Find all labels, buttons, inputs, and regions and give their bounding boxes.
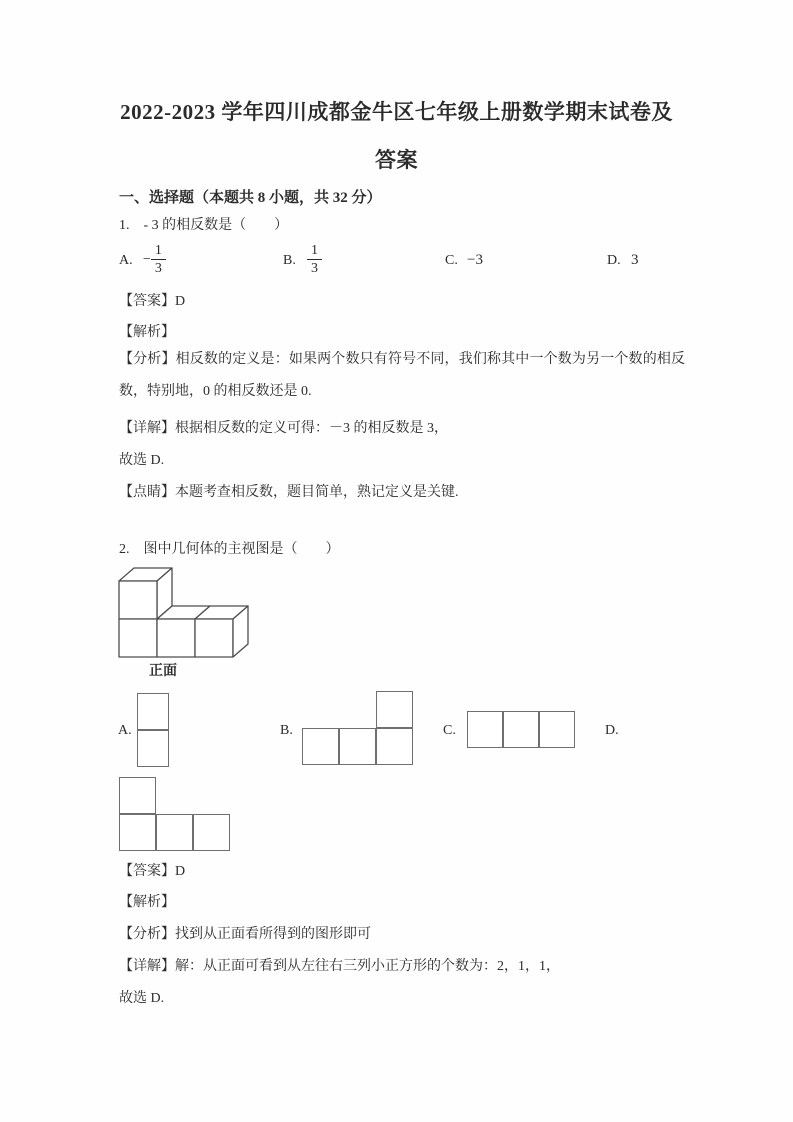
grid-square — [193, 814, 230, 851]
front-face-label: 正面 — [149, 664, 177, 679]
option-c-label: C. — [443, 723, 456, 738]
option-b-label: B. — [283, 253, 296, 268]
minus-sign: − — [143, 251, 151, 267]
option-d-value: 3 — [631, 252, 639, 268]
grid-square — [156, 814, 193, 851]
option-a-label: A. — [119, 253, 133, 268]
q1-remark: 【点睛】本题考查相反数，题目简单，熟记定义是关键. — [119, 485, 459, 500]
document-title-line1: 2022-2023 学年四川成都金牛区七年级上册数学期末试卷及 — [120, 100, 673, 124]
option-a-label: A. — [118, 723, 132, 738]
question-1-stem: 1. - 3 的相反数是（ ） — [119, 218, 289, 233]
grid-square — [339, 728, 376, 765]
option-d-label: D. — [607, 253, 621, 268]
q1-analysis-header: 【解析】 — [119, 325, 175, 340]
q1-analysis: 【分析】相反数的定义是：如果两个数只有符号不同，我们称其中一个数为另一个数的相反数，特别地，0 的相反数还是 0. — [119, 352, 685, 399]
question-1-options — [0, 240, 793, 290]
q1-detail: 【详解】根据相反数的定义可得：－3 的相反数是 3， — [119, 421, 448, 436]
q2-answer: 【答案】D — [119, 864, 186, 879]
q2-conclusion: 故选 D. — [119, 991, 165, 1006]
option-c-label: C. — [445, 253, 458, 268]
fraction: $\frac{1}{3}$ — [151, 243, 166, 277]
q2-analysis-header: 【解析】 — [119, 895, 175, 910]
fraction: $\frac{1}{3}$ — [307, 243, 322, 277]
option-b-label: B. — [280, 723, 293, 738]
q1-answer: 【答案】D — [119, 294, 186, 309]
q2-detail: 【详解】解：从正面可看到从左往右三列小正方形的个数为：2，1，1， — [119, 959, 560, 974]
grid-square — [376, 728, 413, 765]
grid-square — [137, 693, 169, 730]
question-2-stem: 2. 图中几何体的主视图是（ ） — [119, 542, 340, 557]
q1-conclusion: 故选 D. — [119, 453, 165, 468]
grid-square — [119, 814, 156, 851]
grid-square — [467, 711, 503, 748]
grid-square — [137, 730, 169, 767]
geometry-solid-figure — [117, 566, 253, 662]
grid-square — [302, 728, 339, 765]
q2-analysis: 【分析】找到从正面看所得到的图形即可 — [119, 927, 371, 942]
section-heading: 一、选择题（本题共 8 小题，共 32 分） — [119, 190, 382, 206]
grid-square — [539, 711, 575, 748]
option-a-value — [143, 243, 166, 277]
grid-square — [376, 691, 413, 728]
option-c-value: −3 — [467, 252, 483, 268]
grid-square — [503, 711, 539, 748]
option-a-figure — [137, 693, 169, 767]
document-title-line2: 答案 — [375, 148, 418, 172]
option-b-figure — [302, 691, 413, 765]
option-d-figure — [119, 777, 230, 851]
option-c-figure — [467, 711, 575, 748]
option-d-label: D. — [605, 723, 619, 738]
option-b-value — [307, 243, 322, 277]
grid-square — [119, 777, 156, 814]
